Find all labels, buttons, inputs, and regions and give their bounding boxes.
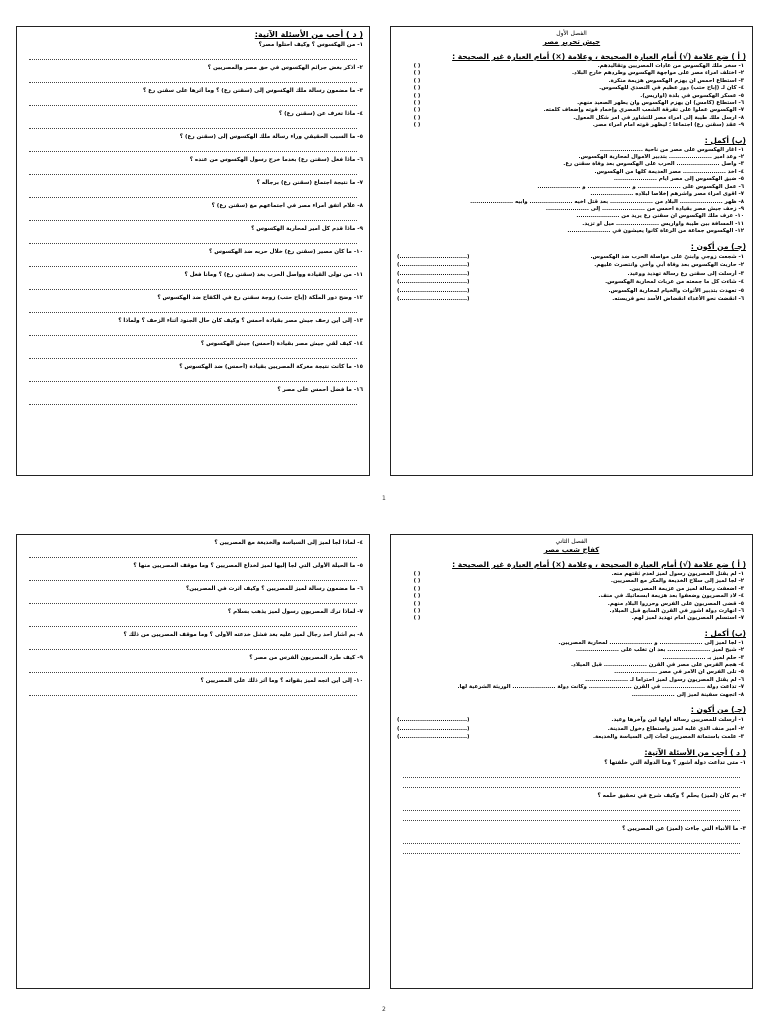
- statement-text: ٧- الهكسوس عملوا على تفرقة الشعب المصري وإخماد قوته وإضعاف كلمته.: [543, 107, 744, 114]
- complete-item: ٧- أقوى أمراء مصر وأشرهم إخلاصاً لبلاده .....................: [590, 191, 744, 198]
- true-false-item: [391, 122, 752, 129]
- answer-line: [29, 151, 357, 152]
- true-false-heading: ( أ ) ضع علامة (√) أمام العبارة الصحيحة ، وعلامة (×) أمام العبارة غير الصحيحة :: [452, 560, 746, 569]
- statement-text: ٥- قضى المصريون على الفرس وحرروا البلاد منهم.: [607, 600, 744, 607]
- complete-heading: (ب) أكمل :: [704, 135, 746, 145]
- statement-text: ٧- استسلم المصريون أمام تهديد لميز لهم.: [631, 615, 744, 622]
- complete-item: ١٠- عرف ملك الهكسوس أن سقنن رع يريد من .....................: [576, 213, 744, 220]
- statement-text: ١- لم يقتل المصريون رسول لميز لعدم ثقتهم منه.: [611, 571, 744, 577]
- question-item: ٢- اذكر بعض جرائم الهكسوس في حق مصر والمصريين ؟: [207, 65, 363, 71]
- who-am-i-heading: (جـ) من أكون :: [690, 241, 746, 251]
- statement-text: ٣- أضعفت رسالة لميز من عزيمة المصريين.: [629, 585, 744, 592]
- true-false-item: [391, 100, 752, 107]
- answer-blank: (.................................): [397, 717, 470, 724]
- question-item: ١٦- ما فضل أحمس على مصر ؟: [277, 387, 363, 393]
- question-item: ٨- علام اتفق أمراء مصر في اجتماعهم مع (سقنن رع) ؟: [211, 203, 363, 209]
- who-am-i-item: [391, 733, 752, 742]
- answer-parentheses: ( ): [413, 85, 421, 92]
- statement-text: ٤- لاذ المصريون وضعفوا بعد هزيمة أبسماتيك في منف.: [598, 593, 744, 600]
- who-am-i-item: [391, 716, 752, 725]
- complete-item: ٢- شيخ لميز ..................... بعد أن تغلب على .....................: [575, 647, 744, 654]
- questions-heading: ( د ) أجب من الأسئلة الآتية:: [644, 747, 746, 757]
- complete-heading: (ب) أكمل :: [704, 628, 746, 638]
- page1-questions-panel: [16, 26, 370, 476]
- question-item: ٢- بم كان (لميز) يحلم ؟ وكيف شرع في تحقيق حلمه ؟: [597, 792, 746, 799]
- who-am-i-heading: (جـ) من أكون :: [690, 705, 746, 715]
- who-am-i-item: [391, 270, 752, 279]
- complete-item: ٦- لم يقتل المصريون رسول لميز احتراماً لـ .....................: [585, 676, 744, 683]
- page2-exercises-panel: [390, 534, 753, 989]
- answer-parentheses: ( ): [413, 77, 421, 84]
- complete-item: ٤- هجم الفرس على مصر في القرن ..................... قبل الميلاد.: [571, 662, 744, 669]
- complete-item: ١٢- الهكسوس جماعة من الرعاة كانوا يعيشون في .....................: [567, 228, 744, 235]
- statement-text: ٣- استطاع أحمس أن يهزم الهكسوس هزيمة منكرة.: [608, 77, 744, 84]
- answer-line: [29, 603, 357, 604]
- true-false-item: [391, 593, 752, 600]
- answer-line: [29, 626, 357, 627]
- answer-line: [403, 787, 740, 788]
- question-item: ٧- لماذا ترك المصريون رسول لميز يذهب بسلام ؟: [227, 609, 363, 615]
- answer-line: [29, 82, 357, 83]
- true-false-item: [391, 78, 752, 85]
- complete-item: ١- لجأ لميز إلى ..................... و ..................... لمحاربة المصريين.: [558, 639, 744, 646]
- answer-parentheses: ( ): [413, 107, 421, 114]
- chapter-subtitle: جيش تحرير مصر: [542, 38, 601, 46]
- answer-line: [29, 358, 357, 359]
- question-item: ١٣- إلى أين زحف جيش مصر بقيادة أحمس ؟ وكيف كان حال الجنود أثناء الزحف ؟ ولماذا ؟: [118, 318, 363, 324]
- answer-line: [29, 695, 357, 696]
- chapter-subtitle: كفاح شعب مصر: [543, 546, 600, 554]
- section-heading: ( د ) أجب من الأسئلة الآتية:: [254, 30, 363, 39]
- who-am-i-item: [391, 295, 752, 304]
- question-item: ١١- من تولى القيادة وواصل الحرب بعد (سقنن رع) ؟ ومانا فعل ؟: [184, 272, 363, 278]
- answer-line: [29, 672, 357, 673]
- complete-item: ١- أغار الهكسوس على مصر من ناحية .....................: [599, 146, 744, 153]
- question-item: ٩- ماذا قدم كل أمير لمحاربة الهكسوس ؟: [251, 226, 363, 232]
- answer-line: [403, 810, 740, 811]
- answer-parentheses: ( ): [413, 92, 421, 99]
- answer-parentheses: ( ): [413, 585, 421, 592]
- answer-line: [403, 820, 740, 821]
- answer-parentheses: ( ): [413, 122, 421, 129]
- answer-line: [29, 174, 357, 175]
- true-false-item: [391, 578, 752, 585]
- true-false-item: [391, 586, 752, 593]
- complete-item: ٣- واصل ..................... الحرب على الهكسوس بعد وفاة سقنن رع.: [563, 161, 744, 168]
- complete-item: ٤- أخذ ..................... مصر العديمة كلها من الهكسوس.: [594, 168, 744, 175]
- page-number: 2: [382, 1006, 386, 1013]
- complete-item: ١١- المسافة بين طيبة وأواريس ..................... ميل أو تزيد.: [582, 220, 744, 227]
- complete-item: ٥- ضيق الهكسوس إلى مصر أيام .....................: [613, 176, 744, 183]
- answer-line: [403, 853, 740, 854]
- answer-blank: (.................................): [397, 734, 470, 741]
- question-item: ٣- ما مضمون رسالة ملك الهكسوس إلى (سقنن رع) ؟ وما أثرها على سقنن رع ؟: [142, 88, 363, 94]
- true-false-heading: ( أ ) ضع علامة (√) أمام العبارة الصحيحة ، وعلامة (×) أمام العبارة غير الصحيحة :: [452, 52, 746, 61]
- answer-parentheses: ( ): [413, 114, 421, 121]
- clue-text: ٣- علمت باستماتة المصريين لجأت إلى السياسة والخديعة.: [592, 734, 744, 741]
- clue-text: ٦- انقضت نحو الأعداء انقضاض الأسد نحو فريسته.: [612, 296, 744, 303]
- answer-blank: (.................................): [397, 296, 470, 303]
- answer-line: [29, 197, 357, 198]
- complete-item: ٨- اتجهت سفينة لميز إلى .....................: [631, 691, 744, 698]
- statement-text: ١- سخر ملك الهكسوس من عادات المصريين وتقاليدهم.: [597, 63, 744, 69]
- statement-text: ٢- لجأ لميز إلى سلاح الخديعة والمكر مع المصريين.: [610, 578, 744, 585]
- page-number: 1: [382, 495, 386, 502]
- true-false-item: [391, 608, 752, 615]
- question-item: ١٥- ما كانت نتيجة معركة المصريين بقيادة (أحمس) ضد الهكسوس ؟: [179, 364, 363, 370]
- answer-line: [29, 335, 357, 336]
- question-list: [17, 535, 369, 696]
- question-item: ١٢- وضح دور الملكة (إباح حتب) زوجة سقنن رع في الكفاح ضد الهكسوس ؟: [157, 295, 363, 301]
- true-false-item: [391, 63, 752, 70]
- answer-parentheses: ( ): [413, 600, 421, 607]
- statement-text: ٦- انهارت دولة أشور في القرن السابع قبل الميلاد.: [609, 608, 744, 615]
- question-item: ٤- لماذا لجأ لميز إلى السياسة والخديعة مع المصريين ؟: [214, 540, 363, 546]
- who-am-i-item: [391, 278, 752, 287]
- true-false-item: [391, 115, 752, 122]
- complete-item: ٧- تداعت دولة ..................... في القرن ..................... وكانت دولة ..................... الوريثة الشرعية لها.: [457, 684, 744, 691]
- question-item: ٨- بم أشار أحد رجال لميز عليه بعد فشل خدعته الأولى ؟ وما موقف المصريين من ذلك ؟: [123, 632, 363, 638]
- statement-text: ٢- اختلف أمراء مصر على مواجهة الهكسوس وطردهم خارج البلاد.: [572, 70, 744, 77]
- question-item: ٣- ما الأنباء التي جاءت (لميز) عن المصريين ؟: [622, 825, 746, 832]
- answer-blank: (.................................): [397, 262, 470, 269]
- clue-text: ٥- تعهدت بتدبير الأثوات والخيام لمحاربة الهكسوس.: [608, 287, 744, 294]
- statement-text: ٦- استطاع (كامس) أن يهزم الهكسوس وأن يطهر الصعيد منهم.: [577, 100, 744, 107]
- question-item: ٥- ما الحيلة الأولى التي لجأ إليها لميز لخداع المصريين ؟ وما موقف المصريين منها ؟: [133, 563, 363, 569]
- answer-line: [29, 59, 357, 60]
- who-am-i-item: [391, 261, 752, 270]
- question-item: ٧- ما نتيجة اجتماع (سقنن رع) برجاله ؟: [256, 180, 363, 186]
- complete-item: ٥- تلى الفرس أن الأمر في مصر .....................: [614, 669, 744, 676]
- answer-line: [29, 557, 357, 558]
- who-am-i-item: [391, 253, 752, 262]
- answer-line: [29, 220, 357, 221]
- statement-text: ٥- عسكر الهكسوس في بلدة (أواريس).: [640, 92, 744, 99]
- question-item: ٥- ما السبب الحقيقي وراء رسالة ملك الهكسوس إلى (سقنن رع) ؟: [179, 134, 363, 140]
- true-false-item: [391, 93, 752, 100]
- question-item: ٦- ماذا فعل (سقنن رع) بعدما خرج رسول الهكسوس من عنده ؟: [189, 157, 363, 163]
- answer-blank: (.................................): [397, 279, 470, 286]
- question-item: ٤- ماذا تعرف عن (سقنن رع) ؟: [278, 111, 363, 117]
- answer-line: [29, 128, 357, 129]
- clue-text: ٣- أرسلت إلى سقنن رع رسالة تهديد ووعيد.: [627, 270, 744, 277]
- answer-line: [403, 843, 740, 844]
- question-item: ١٠- إلى أين اتجه لميز بقواته ؟ وما أثر ذلك على المصريين ؟: [200, 678, 363, 684]
- question-item: ٦- ما مضمون رسالة لميز للمصريين ؟ وكيف أثرت في المصريين؟: [185, 586, 363, 592]
- chapter-label: الفصل الأول: [556, 30, 587, 37]
- answer-line: [29, 243, 357, 244]
- answer-blank: (.................................): [397, 270, 470, 277]
- question-item: ١- من الهكسوس ؟ وكيف احتلوا مصر؟: [258, 42, 363, 48]
- page1-exercises-panel: [390, 26, 753, 476]
- question-item: ١٠- ما كان مصير (سقنن رع) خلال حربه ضد الهكسوس ؟: [209, 249, 363, 255]
- complete-item: ٦- عمل الهكسوس على ..................... و ..................... و .....................: [537, 183, 744, 190]
- answer-line: [29, 580, 357, 581]
- answer-line: [29, 266, 357, 267]
- answer-parentheses: ( ): [413, 100, 421, 107]
- who-am-i-item: [391, 287, 752, 296]
- answer-blank: (.................................): [397, 725, 470, 732]
- answer-parentheses: ( ): [413, 571, 421, 577]
- true-false-item: [391, 571, 752, 578]
- page2-questions-panel: [16, 534, 370, 989]
- answer-parentheses: ( ): [413, 70, 421, 77]
- answer-line: [29, 381, 357, 382]
- complete-item: ٩- زحف جيش مصر بقيادة أحمس من ..................... إلى .....................: [545, 205, 744, 212]
- complete-item: ٨- ظهر ..................... البلاد من ..................... بعد قتل أخيه ..................... وأبيه .....................: [470, 198, 744, 205]
- question-item: ١٤- كيف لقي جيش مصر بقيادة (أحمس) جيش الهكسوس ؟: [200, 341, 363, 347]
- answer-blank: (.................................): [397, 253, 470, 260]
- answer-line: [29, 289, 357, 290]
- complete-item: ٢- وعد أمير ..................... بتدبير الأموال لمحاربة الهكسوس.: [578, 154, 744, 161]
- true-false-item: [391, 601, 752, 608]
- answer-line: [403, 777, 740, 778]
- statement-text: ٨- أرسل ملك طيبة إلى أمراء مصر للتشاور في أمر شكل المعول.: [573, 114, 744, 121]
- answer-line: [29, 312, 357, 313]
- clue-text: ١- شجعت زوجي وابنيّ على مواصلة الحرب ضد الهكسوس.: [590, 253, 744, 260]
- question-item: ٩- كيف طرد المصريون الفرس من مصر ؟: [249, 655, 363, 661]
- chapter-label: الفصل الثاني: [555, 538, 588, 545]
- question-item: ١- متى تداعت دولة أشور ؟ وما الدولة التي خلفتها ؟: [604, 759, 746, 766]
- statement-text: ٤- كان لـ (إباح حتب) دور عظيم في التصدي للهكسوس.: [599, 85, 744, 92]
- answer-parentheses: ( ): [413, 578, 421, 585]
- statement-text: ٩- عقد (سقنن رع) اجتماعاً ؛ ليظهر قوته أمام أمراء مصر.: [592, 122, 744, 129]
- question-list: [391, 759, 752, 854]
- true-false-item: [391, 70, 752, 77]
- who-am-i-item: [391, 725, 752, 734]
- clue-text: ٢- حاربت الهكسوس بعد وفاة أبي وأخي وانتصرت عليهم.: [594, 262, 744, 269]
- answer-line: [29, 649, 357, 650]
- answer-parentheses: ( ): [413, 593, 421, 600]
- answer-line: [29, 105, 357, 106]
- complete-item: ٣- حلم لميز بـ .....................: [662, 654, 744, 661]
- answer-parentheses: ( ): [413, 615, 421, 622]
- true-false-item: [391, 85, 752, 92]
- answer-parentheses: ( ): [413, 63, 421, 69]
- true-false-item: [391, 107, 752, 114]
- clue-text: ١- أرسلت للمصريين رسالة أولها لين وآخرها وعيد.: [611, 717, 744, 724]
- true-false-item: [391, 615, 752, 622]
- answer-blank: (.................................): [397, 287, 470, 294]
- clue-text: ٤- شاءت كل ما جمعته من عربات لمحاربة الهكسوس.: [605, 279, 744, 286]
- answer-line: [29, 404, 357, 405]
- question-list: [17, 41, 369, 405]
- clue-text: ٢- أمير منف الذي غلبه لميز واستطاع دخول المدينة.: [607, 725, 744, 732]
- answer-parentheses: ( ): [413, 608, 421, 615]
